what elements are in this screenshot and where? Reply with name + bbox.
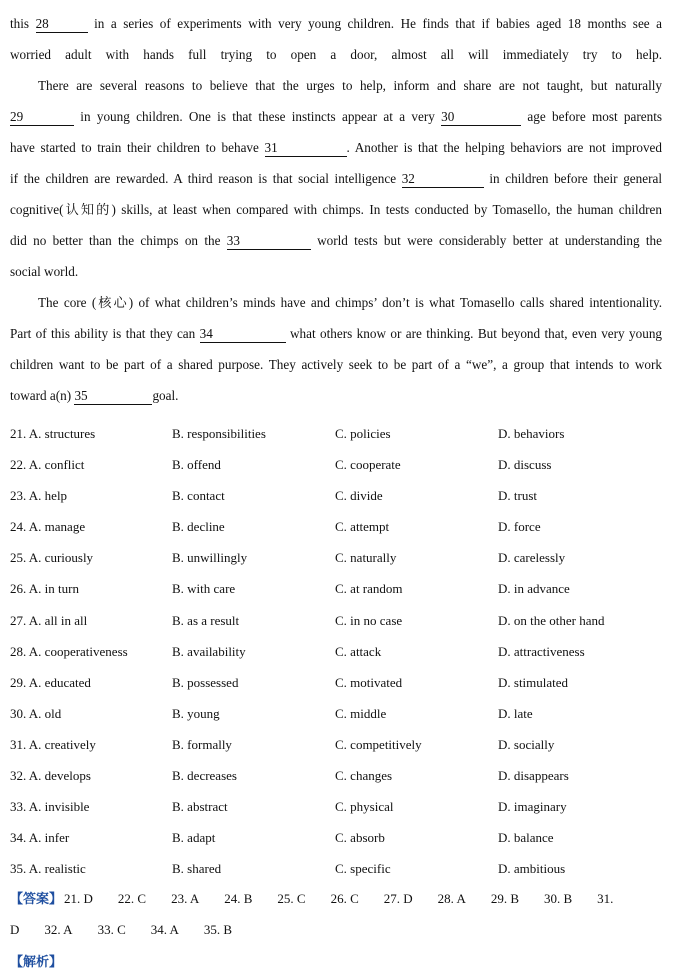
option-row: [10, 791, 662, 822]
option-a: 33. A. invisible: [10, 799, 90, 815]
blank-35: 35: [74, 388, 152, 405]
answer-item: 32. A: [44, 922, 73, 937]
option-a: 30. A. old: [10, 705, 62, 721]
option-row: [10, 636, 662, 667]
option-d: D. trust: [498, 488, 537, 504]
option-a: 23. A. help: [10, 488, 68, 504]
option-d: D. in advance: [498, 581, 570, 597]
option-a: 27. A. all in all: [10, 612, 88, 628]
option-c: C. attack: [335, 643, 382, 659]
answer-item: 24. B: [224, 891, 253, 906]
option-c: C. naturally: [335, 550, 397, 566]
option-c: C. competitively: [335, 736, 422, 752]
answer-section: [10, 883, 662, 945]
answer-item: D: [10, 922, 20, 937]
passage-line: have started to train their children to behave 31 . Another is that the helping behaviors are not improved: [10, 140, 662, 155]
answer-line-1: [10, 883, 662, 914]
option-row: [10, 573, 662, 604]
option-c: C. physical: [335, 799, 394, 815]
option-row: [10, 698, 662, 729]
passage-line: social world.: [10, 264, 79, 279]
option-row: [10, 760, 662, 791]
option-c: C. attempt: [335, 519, 390, 535]
passage-line: The core (核心) of what children’s minds have and chimps’ don’t is what Tomasello calls shared intentionality.: [38, 295, 662, 310]
option-d: D. imaginary: [498, 799, 567, 815]
answer-item: 27. D: [383, 891, 413, 906]
option-b: B. formally: [172, 736, 232, 752]
option-b: B. responsibilities: [172, 426, 266, 441]
blank-31: 31: [265, 140, 347, 157]
option-c: C. motivated: [335, 674, 403, 690]
passage-line: children want to be part of a shared purpose. They actively seek to be part of a “we”, a group that intends to work: [10, 357, 662, 372]
option-c: C. absorb: [335, 830, 385, 846]
passage-line: There are several reasons to believe that the urges to help, inform and share are not taught, but naturally: [38, 78, 662, 93]
blank-28: 28: [36, 16, 88, 33]
option-d: D. socially: [498, 736, 555, 752]
option-b: B. with care: [172, 581, 236, 597]
passage-line: worried adult with hands full trying to open a door, almost all will immediately try to help.: [10, 47, 662, 62]
option-row: [10, 822, 662, 853]
option-a: 26. A. in turn: [10, 581, 79, 597]
option-row: [10, 605, 662, 636]
passage-line: if the children are rewarded. A third reason is that social intelligence 32 in children before their general: [10, 171, 662, 186]
option-b: B. contact: [172, 488, 225, 504]
blank-29: 29: [10, 109, 74, 126]
passage-line: toward a(n) 35 goal.: [10, 388, 179, 403]
option-d: D. late: [498, 705, 533, 721]
option-b: B. young: [172, 705, 220, 721]
option-b: B. adapt: [172, 830, 216, 846]
passage-line: 29 in young children. One is that these instincts appear at a very 30 age before most parents: [10, 109, 662, 124]
option-row: [10, 853, 662, 884]
option-d: D. stimulated: [498, 674, 569, 690]
option-c: C. at random: [335, 581, 403, 597]
options-list: [10, 418, 662, 884]
option-row: [10, 449, 662, 480]
option-a: 34. A. infer: [10, 830, 70, 846]
option-d: D. carelessly: [498, 550, 566, 566]
answer-item: 28. A: [437, 891, 466, 906]
passage-line: did no better than the chimps on the 33 world tests but were considerably better at understanding the: [10, 233, 662, 248]
answer-line-2: [10, 914, 662, 945]
passage-line: Part of this ability is that they can 34 what others know or are thinking. But beyond that, even very young: [10, 326, 663, 341]
answer-item: 23. A: [171, 891, 200, 906]
answer-item: 29. B: [490, 891, 519, 906]
answer-item: 35. B: [203, 922, 233, 937]
blank-33: 33: [227, 233, 311, 250]
passage: [10, 8, 662, 411]
option-b: B. availability: [172, 643, 246, 659]
option-c: C. cooperate: [335, 457, 401, 473]
option-b: B. decline: [172, 519, 225, 535]
option-b: B. decreases: [172, 768, 237, 784]
option-a: 32. A. develops: [10, 768, 91, 784]
passage-line: cognitive(认知的) skills, at least when compared with chimps. In tests conducted by Tomasello, the human children: [10, 202, 662, 217]
option-d: D. ambitious: [498, 861, 566, 877]
option-row: [10, 480, 662, 511]
option-d: D. balance: [498, 830, 554, 846]
answer-item: 21. D: [64, 891, 93, 906]
answer-item: 31.: [597, 891, 614, 906]
option-b: B. offend: [172, 457, 221, 473]
analysis-tag: 【解析】: [10, 954, 63, 969]
option-row: [10, 667, 662, 698]
option-d: D. disappears: [498, 768, 569, 784]
answer-item: 25. C: [277, 891, 306, 906]
option-b: B. possessed: [172, 674, 239, 690]
option-c: C. policies: [335, 426, 391, 441]
blank-34: 34: [200, 326, 286, 343]
option-a: 35. A. realistic: [10, 861, 86, 877]
option-b: B. shared: [172, 861, 222, 877]
option-d: D. discuss: [498, 457, 552, 473]
option-a: 21. A. structures: [10, 426, 96, 441]
option-c: C. in no case: [335, 612, 403, 628]
answer-item: 33. C: [97, 922, 126, 937]
option-a: 31. A. creatively: [10, 736, 96, 752]
option-c: C. divide: [335, 488, 383, 504]
option-d: D. behaviors: [498, 426, 565, 441]
option-a: 29. A. educated: [10, 674, 91, 690]
answer-item: 30. B: [544, 891, 573, 906]
answer-item: 22. C: [117, 891, 147, 906]
option-c: C. middle: [335, 705, 387, 721]
option-d: D. attractiveness: [498, 643, 585, 659]
option-b: B. as a result: [172, 612, 240, 628]
answer-item: 26. C: [330, 891, 359, 906]
option-c: C. changes: [335, 768, 393, 784]
option-c: C. specific: [335, 861, 391, 877]
blank-30: 30: [441, 109, 521, 126]
option-row: [10, 511, 662, 542]
option-row: [10, 542, 662, 573]
option-a: 24. A. manage: [10, 519, 86, 535]
blank-32: 32: [402, 171, 484, 188]
option-d: D. on the other hand: [498, 612, 605, 628]
option-a: 22. A. conflict: [10, 457, 85, 473]
option-a: 28. A. cooperativeness: [10, 643, 128, 659]
option-a: 25. A. curiously: [10, 550, 94, 566]
option-b: B. unwillingly: [172, 550, 248, 566]
answer-tag: 【答案】: [10, 891, 63, 906]
option-row: [10, 418, 662, 449]
option-d: D. force: [498, 519, 541, 535]
passage-line: this 28 in a series of experiments with very young children. He finds that if babies aged 18 months see a: [10, 16, 663, 31]
option-b: B. abstract: [172, 799, 228, 815]
option-row: [10, 729, 662, 760]
answer-item: 34. A: [150, 922, 179, 937]
